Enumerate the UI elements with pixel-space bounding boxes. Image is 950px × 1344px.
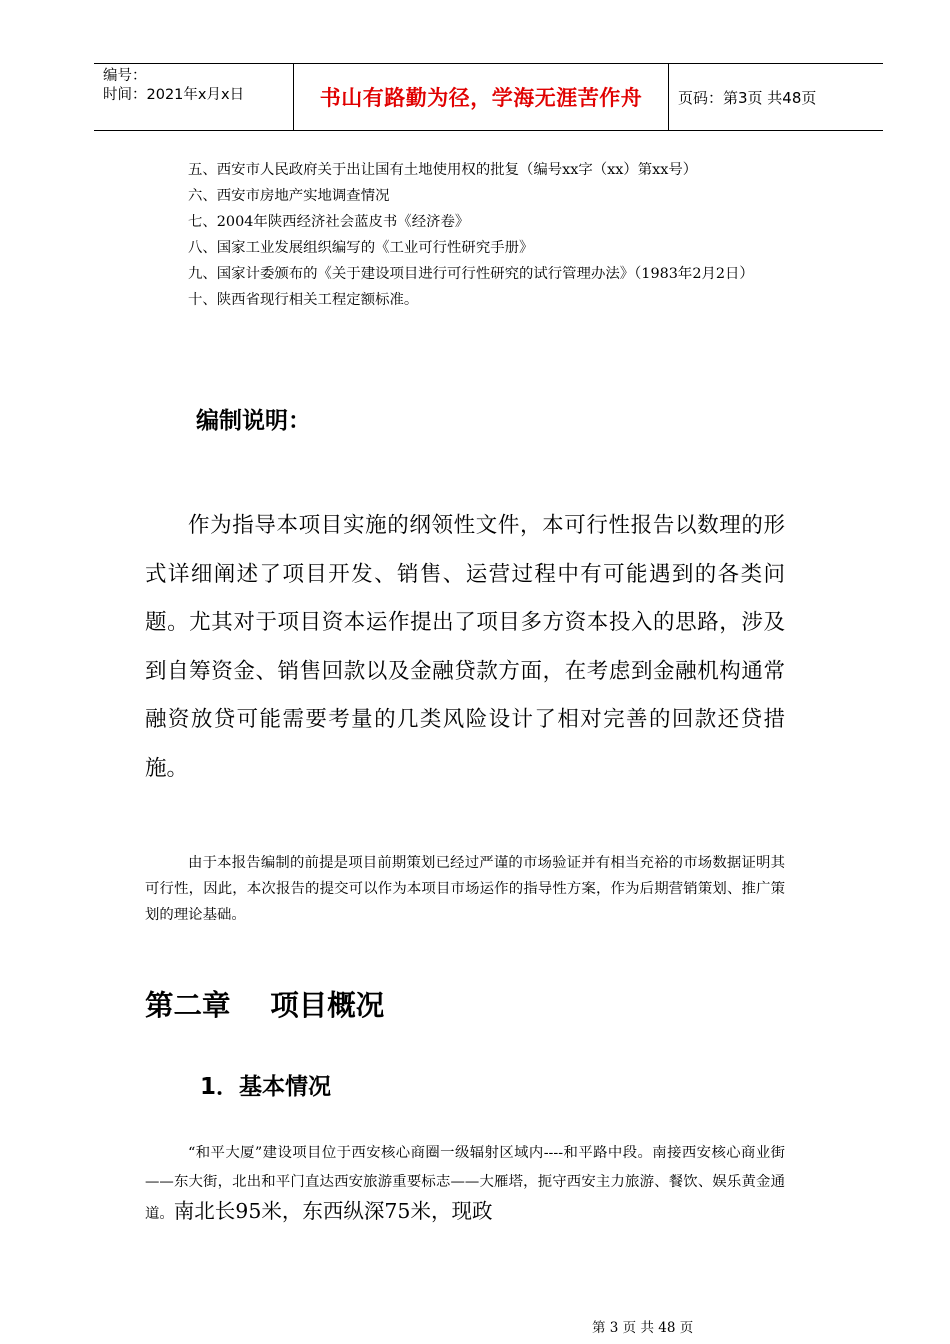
header-meta — [94, 64, 294, 130]
reference-item: 八、国家工业发展组织编写的《工业可行性研究手册》 — [188, 240, 534, 256]
section-title: 1．基本情况 — [200, 1074, 332, 1100]
basic-info-text: “和平大厦”建设项目位于西安核心商圈一级辐射区域内----和平路中段。南接西安核心商业街——东大街，北出和平门直达西安旅游重要标志——大雁塔，扼守西安主力旅游、餐饮、娱乐黄金通道。 — [145, 1145, 785, 1222]
compile-note-paragraph: 作为指导本项目实施的纲领性文件，本可行性报告以数理的形式详细阐述了项目开发、销售、运营过程中有可能遇到的各类问题。尤其对于项目资本运作提出了项目多方资本投入的思路，涉及到自筹资金、销售回款以及金融贷款方面，在考虑到金融机构通常融资放贷可能需要考量的几类风险设计了相对完善的回款还贷措施。 — [145, 513, 785, 781]
basic-info-paragraph — [145, 1139, 785, 1229]
reference-list — [145, 157, 785, 313]
reference-item: 五、西安市人民政府关于出让国有土地使用权的批复（编号xx字（xx）第xx号） — [188, 162, 698, 178]
header-motto: 书山有路勤为径，学海无涯苦作舟 — [294, 64, 669, 130]
compile-note-paragraph-2: 由于本报告编制的前提是项目前期策划已经过严谨的市场验证并有相当充裕的市场数据证明其可行性，因此，本次报告的提交可以作为本项目市场运作的指导性方案，作为后期营销策划、推广策划的理论基础。 — [145, 855, 785, 923]
basic-info-text-large: 南北长95米，东西纵深75米，现政 — [173, 1199, 493, 1223]
code-label: 编号： — [103, 68, 147, 84]
reference-item: 六、西安市房地产实地调查情况 — [188, 188, 390, 204]
page-footer: 第 3 页 共 48 页 — [592, 1320, 694, 1336]
reference-item: 十、陕西省现行相关工程定额标准。 — [188, 292, 419, 308]
compile-note-heading: 编制说明： — [196, 408, 311, 434]
chapter-title: 第二章 项目概况 — [145, 989, 385, 1022]
time-label: 时间：2021年x月x日 — [103, 87, 245, 103]
reference-item: 七、2004年陕西经济社会蓝皮书《经济卷》 — [188, 214, 470, 230]
reference-item: 九、国家计委颁布的《关于建设项目进行可行性研究的试行管理办法》（1983年2月2日） — [188, 266, 754, 282]
page-header — [94, 63, 883, 131]
header-page-info: 页码：第3页 共48页 — [678, 88, 817, 107]
